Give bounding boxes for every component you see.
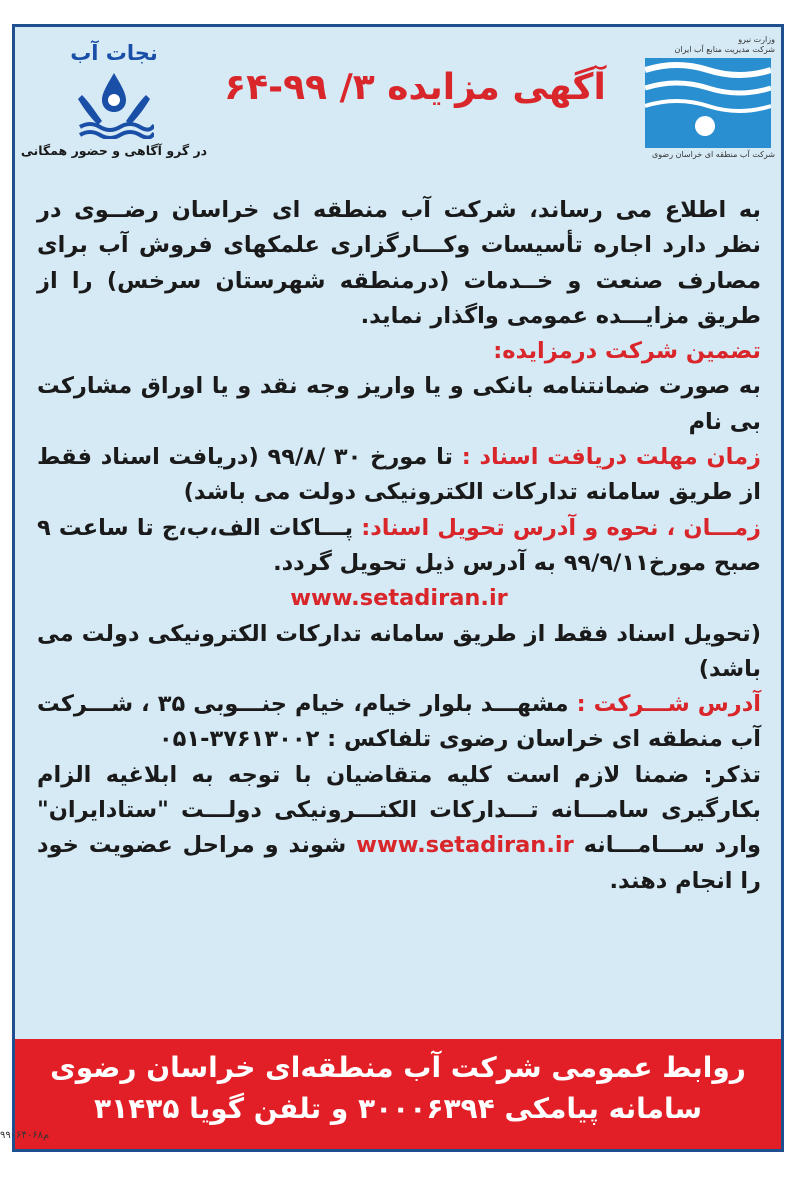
reminder-text: تذکر: ضمنا لازم است کلیه متقاضیان با توجه به ابلاغیه الزام بکارگیری سامـــانه تـــدارکات الکتـــرونیکی دولـــت "ستادایران" وارد ســـامـــانه <box>37 761 761 859</box>
delivery-note: (تحویل اسناد فقط از طریق سامانه تدارکات الکترونیکی دولت می باشد) <box>37 620 761 682</box>
website-link[interactable]: www.setadiran.ir <box>290 585 508 612</box>
najat-ab-logo <box>19 41 209 181</box>
reminder-paragraph <box>37 758 761 899</box>
reminder-website-link[interactable]: www.setadiran.ir <box>356 832 574 859</box>
docs-deadline-paragraph <box>37 440 761 511</box>
ad-code: م۹۹۰۶۴۰۶۸ <box>0 1130 50 1141</box>
reminder-end: شوند و مراحل عضویت خود را انجام دهند. <box>37 832 761 894</box>
delivery-text: پـــاکات الف،ب،ج تا ساعت ۹ صبح مورخ۹۹/۹/۱۱ به آدرس ذیل تحویل گردد. <box>37 514 761 576</box>
docs-deadline-text: تا مورخ ۳۰ /۹۹/۸ (دریافت اسناد فقط از طریق سامانه تدارکات الکترونیکی دولت می باشد) <box>37 444 761 506</box>
guarantee-text: به صورت ضمانتنامه بانکی و یا واریز وجه نقد و یا اوراق مشارکت بی نام <box>37 373 761 435</box>
delivery-label: زمـــان ، نحوه و آدرس تحویل اسناد: <box>361 514 761 541</box>
website-line <box>37 581 761 616</box>
announcement-body <box>37 193 761 899</box>
delivery-paragraph <box>37 511 761 582</box>
khorasan-water-logo <box>645 35 775 181</box>
company-label: شرکت آب منطقه ای خراسان رضوی <box>652 150 775 159</box>
address-text: مشهـــد بلوار خیام، خیام جنـــوبی ۳۵ ، شـــرکت آب منطقه ای خراسان رضوی تلفاکس : ۳۷۶۱۳۰۰۲-۰۵۱ <box>37 691 761 753</box>
page-title: آگهی مزایده ۳/ ۹۹-۶۴ <box>224 67 606 108</box>
ad-frame <box>12 24 784 1152</box>
ministry-subtitle: شرکت مدیریت منابع آب ایران <box>674 45 775 54</box>
logo-brand: نجات آب <box>70 41 158 65</box>
intro-paragraph: به اطلاع می رساند، شرکت آب منطقه ای خراسان رضــوی در نظر دارد اجاره تأسیسات وکـــارگزاری علمکهای فروش آب برای مصارف صنعت و خــدمات (درمنطقه شهرستان سرخس) را از طریق مزایـــده عمومی واگذار نماید. <box>37 197 761 329</box>
header <box>15 27 781 185</box>
footer-banner <box>15 1039 781 1149</box>
water-waves-icon <box>645 58 771 148</box>
address-paragraph <box>37 687 761 758</box>
footer-public-relations: روابط عمومی شرکت آب منطقه‌ای خراسان رضوی <box>50 1051 746 1084</box>
address-label: آدرس شـــرکت : <box>576 691 761 718</box>
footer-contact-numbers: سامانه پیامکی ۳۰۰۰۶۳۹۴ و تلفن گویا ۳۱۴۳۵ <box>93 1092 703 1125</box>
logo-slogan: در گرو آگاهی و حضور همگانی <box>20 143 208 158</box>
guarantee-title: تضمین شرکت درمزایده: <box>493 338 761 365</box>
docs-deadline-label: زمان مهلت دریافت اسناد : <box>461 444 761 471</box>
water-hands-icon <box>74 69 154 139</box>
ministry-label: وزارت نیرو <box>738 35 775 44</box>
